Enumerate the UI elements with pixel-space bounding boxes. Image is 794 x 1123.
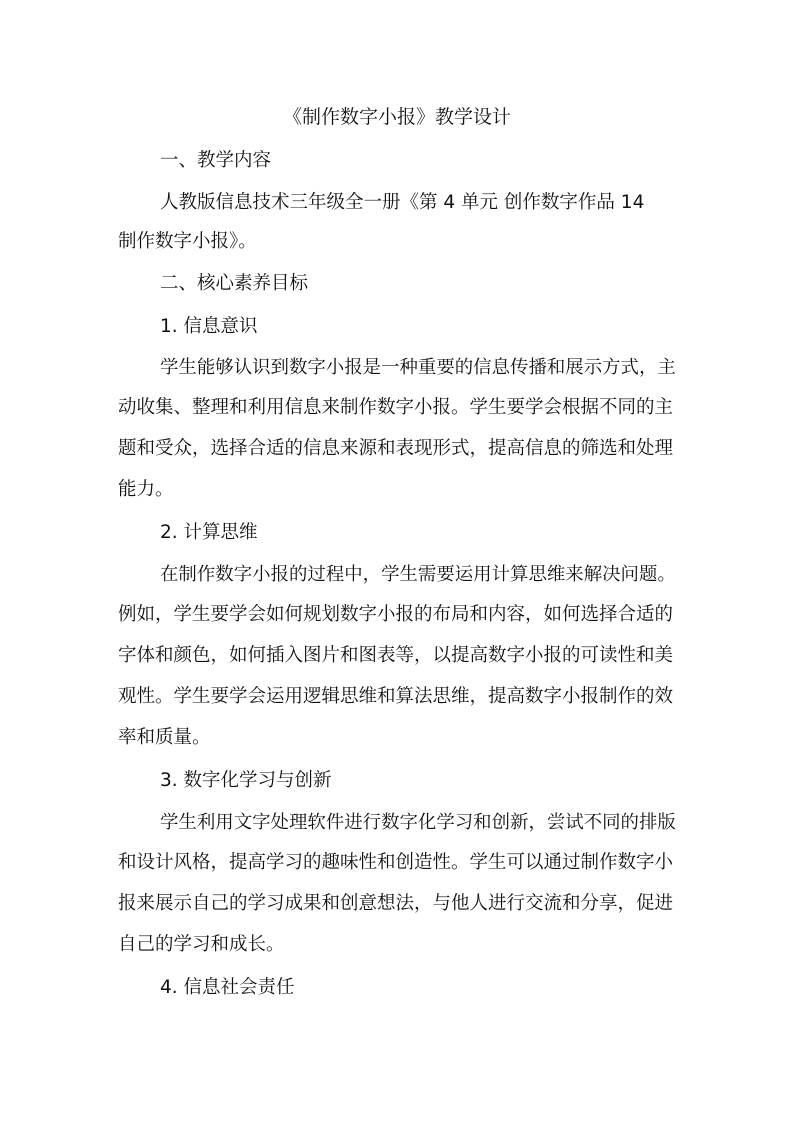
subheading-social-responsibility: 4. 信息社会责任 <box>160 977 295 998</box>
paragraph-line: 学生利用文字处理软件进行数字化学习和创新，尝试不同的排版 <box>160 812 676 833</box>
section-heading-content: 一、教学内容 <box>160 150 272 171</box>
document-title: 《制作数字小报》教学设计 <box>282 106 511 128</box>
paragraph-line: 能力。 <box>118 479 174 500</box>
paragraph-line: 题和受众，选择合适的信息来源和表现形式，提高信息的筛选和处理 <box>118 438 674 459</box>
paragraph-line: 和设计风格，提高学习的趣味性和创造性。学生可以通过制作数字小 <box>118 852 674 873</box>
paragraph-line: 制作数字小报》。 <box>118 231 257 252</box>
paragraph-line: 人教版信息技术三年级全一册《第 4 单元 创作数字作品 14 <box>160 192 645 213</box>
paragraph-line: 报来展示自己的学习成果和创意想法，与他人进行交流和分享，促进 <box>118 893 674 914</box>
paragraph-line: 动收集、整理和利用信息来制作数字小报。学生要学会根据不同的主 <box>118 397 674 418</box>
paragraph-line: 自己的学习和成长。 <box>118 934 285 955</box>
paragraph-line: 率和质量。 <box>118 727 211 748</box>
subheading-computational-thinking: 2. 计算思维 <box>160 522 258 543</box>
paragraph-line: 学生能够认识到数字小报是一种重要的信息传播和展示方式，主 <box>160 357 676 378</box>
subheading-digital-learning: 3. 数字化学习与创新 <box>160 770 332 791</box>
section-heading-goals: 二、核心素养目标 <box>160 273 309 294</box>
paragraph-line: 例如，学生要学会如何规划数字小报的布局和内容，如何选择合适的 <box>118 604 674 625</box>
subheading-info-awareness: 1. 信息意识 <box>160 316 258 337</box>
paragraph-line: 在制作数字小报的过程中，学生需要运用计算思维来解决问题。 <box>160 564 676 585</box>
paragraph-line: 观性。学生要学会运用逻辑思维和算法思维，提高数字小报制作的效 <box>118 686 674 707</box>
paragraph-line: 字体和颜色，如何插入图片和图表等，以提高数字小报的可读性和美 <box>118 645 674 666</box>
